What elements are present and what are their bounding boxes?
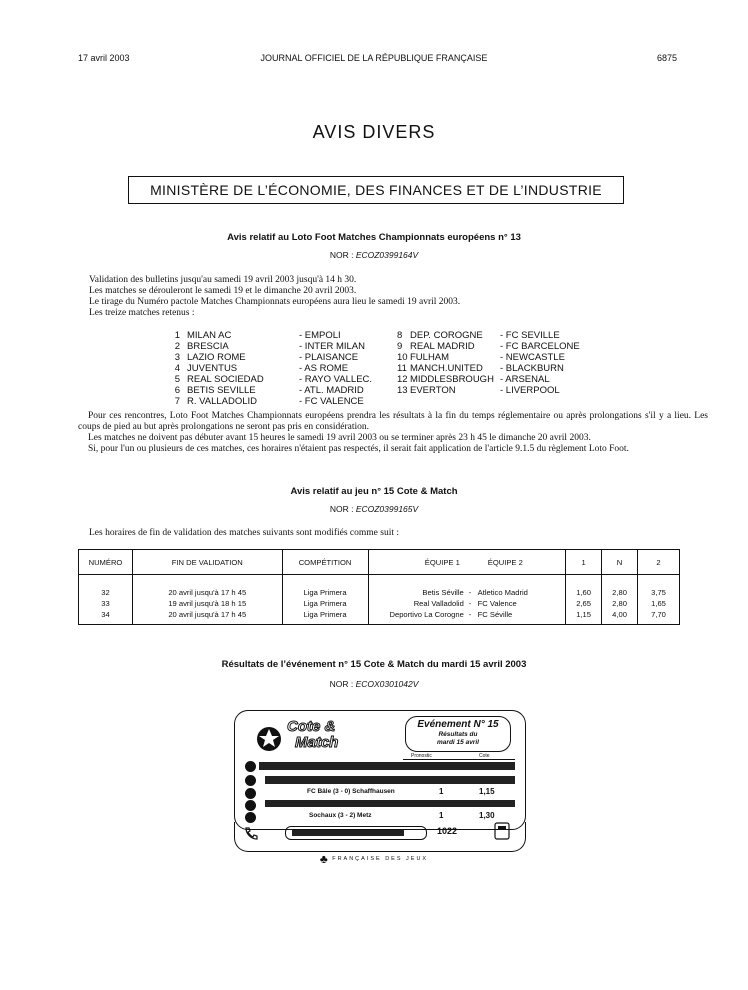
left-home-teams: MILAN AC BRESCIA LAZIO ROME JUVENTUS REAL SOCIEDAD BETIS SEVILLE R. VALLADOLID	[187, 330, 264, 407]
event-sub1: Résultats du	[438, 731, 478, 738]
intro-line: Les matches se dérouleront le samedi 19 et le dimanche 20 avril 2003.	[89, 286, 357, 296]
table-header-row	[79, 550, 680, 575]
pronostic-header: Pronostic	[411, 753, 432, 759]
redacted-bar	[265, 800, 515, 807]
col-header: 1	[566, 550, 602, 575]
logo-line1: Cote &	[287, 718, 336, 735]
phone-icon	[243, 826, 259, 842]
terminal-icon	[493, 822, 511, 840]
col-header: NUMÉRO	[79, 550, 133, 575]
cote1-cell: 1,60 2,65 1,15	[566, 575, 602, 625]
redacted-bar	[259, 762, 515, 770]
result-ticket	[234, 710, 526, 830]
equipe2-cell: - Atletico Madrid - FC Valence - FC Séville	[468, 575, 566, 625]
row2-match: Sochaux (3 - 2) Metz	[309, 812, 372, 819]
star-ball-icon	[255, 725, 283, 753]
row1-match: FC Bâle (3 - 0) Schaffhausen	[307, 788, 395, 795]
fdj-label: FRANÇAISE DES JEUX	[332, 855, 429, 862]
intro-line: Les treize matches retenus :	[89, 308, 195, 318]
col-header: COMPÉTITION	[282, 550, 368, 575]
clover-icon: ♣	[319, 851, 328, 866]
event-box	[405, 716, 511, 752]
page-title: AVIS DIVERS	[312, 122, 436, 142]
section1-intro	[89, 275, 709, 319]
redacted-bar	[265, 776, 515, 784]
row1-cote: 1,15	[479, 787, 495, 796]
section2-nor: NOR : ECOZ0399165V	[329, 504, 419, 514]
cote2-cell: 3,75 1,65 7,70	[638, 575, 680, 625]
cote-header: Cote	[479, 753, 490, 759]
code-field	[285, 826, 427, 840]
bullet-icon	[245, 788, 256, 799]
col-header: N	[602, 550, 638, 575]
numero-cell: 32 33 34	[79, 575, 133, 625]
equipe1-cell: Betis Séville Real Valladolid Deportivo La Corogne	[368, 575, 468, 625]
competition-cell: Liga Primera Liga Primera Liga Primera	[282, 575, 368, 625]
redacted-bar	[292, 830, 404, 836]
row1-prono: 1	[439, 787, 444, 796]
section2-intro: Les horaires de fin de validation des matches suivants sont modifiés comme suit :	[89, 528, 400, 538]
header-page-number: 6875	[656, 53, 677, 63]
intro-line: Validation des bulletins jusqu'au samedi 19 avril 2003 jusqu'à 14 h 30.	[89, 275, 357, 285]
left-away-teams: - EMPOLI - INTER MILAN - PLAISANCE - AS ROME - RAYO VALLEC. - ATL. MADRID - FC VALENCE	[299, 330, 373, 407]
row2-cote: 1,30	[479, 811, 495, 820]
right-away-teams: - FC SEVILLE - FC BARCELONE - NEWCASTLE - BLACKBURN - ARSENAL - LIVERPOOL	[500, 330, 580, 396]
rules-paragraph: Si, pour l'un ou plusieurs de ces matches, ces horaires n'étaient pas respectés, il serait fait application de l'article 9.1.5 du règlement Loto Foot.	[88, 444, 629, 454]
col-header: FIN DE VALIDATION	[132, 550, 282, 575]
bullet-icon	[245, 800, 256, 811]
rules-paragraph: Les matches ne doivent pas débuter avant 15 heures le samedi 19 avril 2003 ou se terminer après 23 h 45 le dimanche 20 avril 2003.	[88, 433, 591, 443]
section3-nor: NOR : ECOX0301042V	[329, 679, 419, 689]
ministry-box: MINISTÈRE DE L’ÉCONOMIE, DES FINANCES ET DE L’INDUSTRIE	[128, 176, 624, 204]
col-header: ÉQUIPE 2	[468, 550, 566, 575]
cote-match-logo	[255, 719, 379, 755]
right-home-teams: DEP. COROGNE REAL MADRID FULHAM MANCH.UNITED MIDDLESBROUGH EVERTON	[410, 330, 494, 396]
table-row	[79, 575, 680, 625]
row2-prono: 1	[439, 811, 444, 820]
bullet-icon	[245, 761, 256, 772]
ticket-footer-strip	[234, 822, 526, 852]
event-sub2: mardi 15 avril	[437, 739, 479, 746]
event-title: Evénement N° 15	[417, 719, 499, 730]
left-numbers: 1 2 3 4 5 6 7	[174, 330, 180, 407]
col-header: ÉQUIPE 1	[368, 550, 468, 575]
coteN-cell: 2,80 2,80 4,00	[602, 575, 638, 625]
intro-line: Le tirage du Numéro pactole Matches Championnats européens aura lieu le samedi 19 avril 2003.	[89, 297, 461, 307]
section3-heading: Résultats de l’événement n° 15 Cote & Match du mardi 15 avril 2003	[221, 659, 527, 670]
logo-line2: Match	[295, 734, 339, 751]
odds-table	[78, 549, 680, 625]
ticket-code: 1022	[437, 826, 458, 836]
header-rule	[403, 759, 515, 760]
section1-nor: NOR : ECOZ0399164V	[329, 250, 419, 260]
bullet-icon	[245, 775, 256, 786]
right-numbers: 8 9 10 11 12 13	[397, 330, 408, 396]
header-journal: JOURNAL OFFICIEL DE LA RÉPUBLIQUE FRANÇAISE	[260, 53, 488, 63]
fdj-footer	[0, 850, 748, 868]
section1-heading: Avis relatif au Loto Foot Matches Championnats européens n° 13	[227, 232, 521, 243]
header-date: 17 avril 2003	[78, 53, 130, 63]
fin-cell: 20 avril jusqu'à 17 h 45 19 avril jusqu'à 18 h 15 20 avril jusqu'à 17 h 45	[132, 575, 282, 625]
section2-heading: Avis relatif au jeu n° 15 Cote & Match	[290, 486, 458, 497]
col-header: 2	[638, 550, 680, 575]
rules-paragraph: Pour ces rencontres, Loto Foot Matches Championnats européens prendra les résultats à la fin du temps réglementaire ou après prolongations s'il y a lieu. Les coups de pied au but après prolongations ne seront pas pris en considération.	[78, 411, 708, 432]
section1-rules	[78, 411, 708, 455]
